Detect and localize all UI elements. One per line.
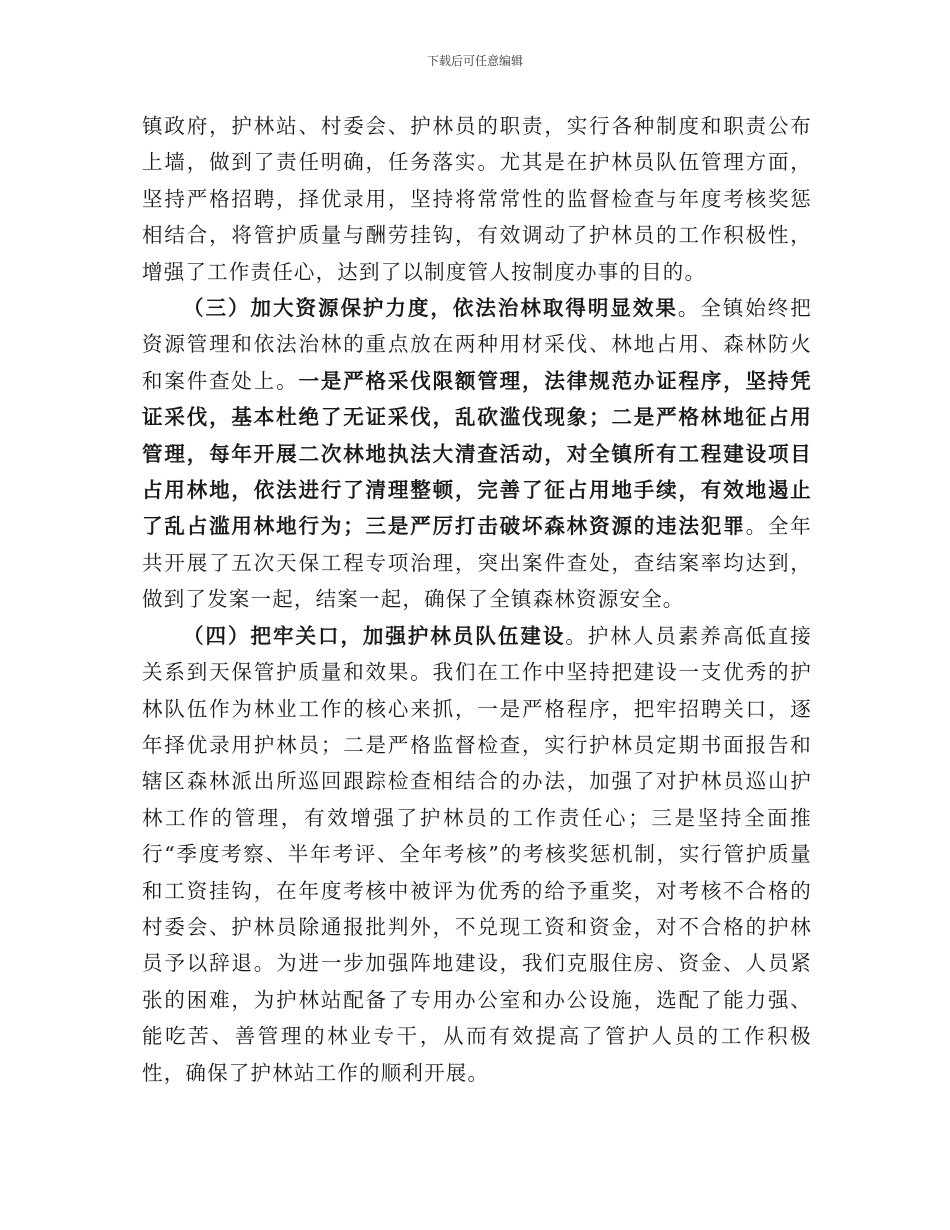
page-header: 下载后可任意编辑	[426, 54, 523, 68]
section-3-heading: （三）加大资源保护力度，依法治林取得明显效果	[183, 296, 678, 321]
paragraph-2-tail: 。全年共开展了五次天保工程专项治理，突出案件查处，查结案率均达到，做到了发案一起，结案一起，确保了全镇森林资源安全。	[142, 514, 812, 612]
paragraph-3	[142, 618, 812, 1091]
document-body	[142, 108, 812, 1091]
paragraph-1-text: 镇政府，护林站、村委会、护林员的职责，实行各种制度和职责公布上墙，做到了责任明确，任务落实。尤其是在护林员队伍管理方面，坚持严格招聘，择优录用，坚持将常常性的监督检查与年度考核奖惩相结合，将管护质量与酬劳挂钩，有效调动了护林员的工作积极性，增强了工作责任心，达到了以制度管人按制度办事的目的。	[142, 114, 812, 284]
paragraph-2-bold-text: 一是严格采伐限额管理，法律规范办证程序，坚持凭证采伐，基本杜绝了无证采伐，乱砍滥伐现象；二是严格林地征占用管理，每年开展二次林地执法大清查活动，对全镇所有工程建设项目占用林地，依法进行了清理整顿，完善了征占用地手续，有效地遏止了乱占滥用林地行为；三是严厉打击破坏森林资源的违法犯罪	[142, 368, 812, 539]
paragraph-2-text: 。全镇始终把资源管理和依法治林的重点放在两种用材采伐、林地占用、森林防火和案件查处上。	[142, 296, 812, 393]
section-4-heading: （四）把牢关口，加强护林员队伍建设	[183, 623, 566, 648]
paragraph-2	[142, 290, 812, 618]
paragraph-1	[142, 108, 812, 290]
paragraph-3-text: 。护林人员素养高低直接关系到天保管护质量和效果。我们在工作中坚持把建设一支优秀的护林队伍作为林业工作的核心来抓，一是严格程序，把牢招聘关口，逐年择优录用护林员；二是严格监督检查，实行护林员定期书面报告和辖区森林派出所巡回跟踪检查相结合的办法，加强了对护林员巡山护林工作的管理，有效增强了护林员的工作责任心；三是坚持全面推行“季度考察、半年考评、全年考核”的考核奖惩机制，实行管护质量和工资挂钩，在年度考核中被评为优秀的给予重奖，对考核不合格的村委会、护林员除通报批判外，不兑现工资和资金，对不合格的护林员予以辞退。为进一步加强阵地建设，我们克服住房、资金、人员紧张的困难，为护林站配备了专用办公室和办公设施，选配了能力强、能吃苦、善管理的林业专干，从而有效提高了管护人员的工作积极性，确保了护林站工作的顺利开展。	[142, 623, 812, 1085]
